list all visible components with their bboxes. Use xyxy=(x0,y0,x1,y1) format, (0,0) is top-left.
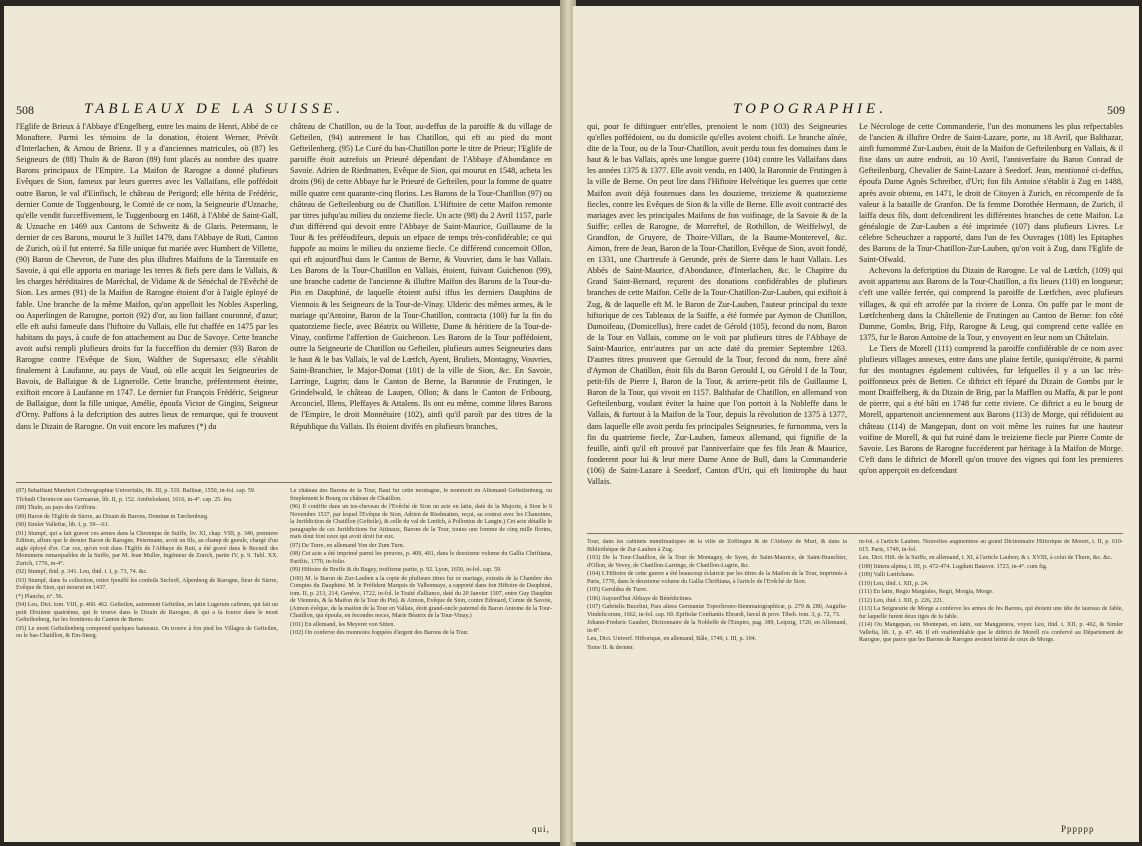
footnote: (105) Geroldus de Turre. xyxy=(587,587,648,593)
footnote: (102) On conferve des monnoies frappées d'argent des Barons de la Tour. xyxy=(290,630,469,636)
footnote: (109) Valli Lœtfchana. xyxy=(859,572,915,578)
footnote: (95) Le mont Gefteilenberg comprend quelques hameaux. On trouve à fon pied les Villages de Gefteilen, ou le bas-Chatillon, & Em-Steeg. xyxy=(16,625,278,639)
footnote: (100) M. le Baron de Zur-Lauben a la copie de plufieurs titres fur ce mariage, extraits de la Chambre des Comptes du Dauphiné. M. le Préfident Marquis de Valbonnays, a rapporté dans fon Hiftoire de Dauphiné, tom. II, p. 213, 214, Genève, 1722, in-fol. le Traité d'alliance, daté du 20 Janvier 1307, entre Guy Dauphin de Viennois, & la Maifon de la Tour du Pin). & Aimon, Evêque de Sion, contre Edouard, Comte de Savoie, (Aimon évêque, de la maifon de la Tour en Vallais, étoit grand-oncle paternel du Baron Antoine de la Tour-Chatillon, qui époufa, en fecondes noces, Marie Béatrix de la Tour-Vinay.) xyxy=(290,575,552,619)
body-text: château de Chatillon, ou de la Tour, au-deffus de la paroiffe & du village de Gefteilen, (94) autrement le bas Chatillon, qui eft au pied du mont Gefteilenberg. (95) Le Curé du bas-Chatillon porte le titre de Prieur; l'Eglife de paroiffe étoit autrefois un Prieuré dépendant de l'Abbaye d'Abondance en Savoie. Adrien de Riedmatten, Evêque de Sion, qui mourut en 1548, acheta les droits (96) de cette Abbaye fur le Prieuré de Gefteilen, pour la fomme de quatre mille quatre cent quarante-cinq florins. Les Barons de la Tour-Chatillon (97) ou château de Gefteilenburg ou de Chatillon. L'Hiftoire de cette Maifon remonte par titres jufqu'au milieu du onzieme fiecle. Un acte (98) du 2 Avril 1157, parle d'un différend qui devoit entre l'Abbaye de Saint-Maurice, Guillaume de la Tour & fes préféodifeurs, depuis un efpace de temps très-confidérable; ce qui fuppofe au moins le milieu du onzieme fiecle. Ce différend concernoit Ollon, qui eft aujourd'hui dans le Canton de Berne, & Vouvrier, dans le bas Vallais. Les Barons de la Tour-Chatillon en Vallais, étoient, fuivant Guichenon (99), une branche cadette de l'ancienne & illuftre Maifon des Barons de la Tour-du-Pin en Dauphiné, de laquelle étoient aufsi iffus les derniers Dauphins de Viennois & les Seigneurs de la Tour-de-Vinay. Ulderic des mêmes armes, & le mariage qu'Antoine, Baron de la Tour-Chatillon, contracta (100) fur la fin du quatorzieme fiecle, avec Béatrix ou Willette, Dame & héritiere de la Tour-de-Vinay, confirme l'affertion de Guichenon. Les Barons de la Tour poffédoient, outre la Seigneurie de Chatillon ou Gefteilen, plufieurs autres Seigneuries dans le haut & le bas Vallais, le val de Lœtfch, Ayent, Bruliets, Montagny, Vouvries, Saint-Branchier, le Major-Domat (101) de la ville de Sion, &c. En Savoie, Larringe, Lugrin; dans le Canton de Berne, la Baronnie de Frutingen, le Grindelwald, le château de Laupen, Ollon; & dans le Canton de Fribourg, Arconciel, Illens, Pleffayes & Attalens. Ils ont eu même, comme libres Barons de l'Empire, le droit Monnétaire (102), ainfi qu'il paroît par des titres de la République du Vallais. Ils étoient divifés en plufieurs branches, xyxy=(290,122,552,431)
footnote: (*) Planche, n°. 56. xyxy=(16,593,64,600)
footnote: (98) Cet acte a été imprimé parmi les preuves, p. 409, 401, dans le deuxieme volume du Gallia Chriftiana, Parifiis, 1770, in-folio. xyxy=(290,551,552,565)
footnote: (87) Sebaftiani Munfteri Cofmographiæ Univerfalis, lib. III, p. 510. Bafileæ, 1550, in-fol. cap. 59. xyxy=(16,488,256,494)
footnote: (114) Ou Mangepan, ou Montepan, en latin, sur Mangpetera, voyez Leu, ibid. t. XII, p. 462, & Simler Vallefia, lib. I, p. 47. 48. Il eft vraifemblable que le diftrict de Morell n'a confervé au Dépariement de Rarogne, que parce que les Barons de Rarogne avoient hérité de ceux de Morge. xyxy=(859,622,1123,643)
footnote: (111) En latin, Regio Margiales, Regii, Morgia, Morge. xyxy=(859,589,994,595)
footnote: Le château des Barons de la Tour, Baut fur cette montagne, fe nommoit en Allemand Gefteilenburg, ou fimplement le Bourg ou château de Chatillon. xyxy=(290,488,552,502)
footnote: (108) Itinera alpina, t. III, p. 472-474. Lugduni Batavor. 1723, in-4°. cum fig. xyxy=(859,563,1048,570)
footnote: in-fol. à l'article Lauben. Nouvelles augmentées au grand Dictionnaire Hiftorique de Moreri, t. II, p. 610-615. Paris, 1749, in-fol. xyxy=(859,539,1123,553)
running-head: TOPOGRAPHIE. xyxy=(733,101,887,117)
footnote: (91) Stumpf, qui a fait graver ces armes dans la Chronique de Suiffe, liv. XI, chap. VIII, p. 340, premiere Edition, affure que le dernier Baron de Rarogne, Petermann, avoit un fils, au champ de gueule, chargé d'un aigle éployé d'or. Car ces, qu'on voit dans l'Eglife de l'Abbaye de Ruti, a été gravé dans le Recueil des Monumens remarquables de la Suiffe, par M. Jean Muller, Ingénieur de Zurich, partie IV, p. 9. Tabl. XX. Zurich, 1776, in-4°. xyxy=(16,530,278,567)
body-text: Le Tiers de Morell (111) comprend la paroiffe confidérable de ce nom avec plufieurs villages annexes, entre dans une plaine fertile, quoiqu'étroite, & parmi fur des montagnes également cultivées, fur lefquelles il y a un lac très-poiffonneux près de Betten. Ce diftrict eft féparé du Dizain de Gombs par le mont Draiffelberg, & du Dizain de Brig, par la Mafflen ou Maffa, & par le pont de pierre, qui a été bâti en 1748 fur cette riviere. Ce diftrict a eu le bourg de Morell, appartenoit anciennement aux Barons (113) de Morge, qui réfidoient au château (114) de Mangepan, dont on voit même les ruines fur une hauteur voifine de Morell, & qui fut ruiné dans le treizieme fiecle par Pierre Comte de Savoie. Les Barons de Rarogne fuccéderent par héritage à la Maifon de Morge. C'eft dans le diftrict de Morell qu'on trouve des vignes qui font les premieres qu'on apperçoit en defcendant xyxy=(859,343,1123,475)
left-page xyxy=(4,6,565,842)
footnote-rule xyxy=(16,482,552,483)
footnote: (110) Leu, ibid. t. XII, p. 24. xyxy=(859,580,929,587)
footnote: (107) Gabrielis Bucelini, Pars altera Germaniæ Topochrono-Stemmatographicæ, p. 279 & 280, Augufta-Vindelicorum, 1662, in-fol. cap. 69. Epiftolæ Conftantis Ebrardi, fæcul & prov. Tibeh. tom. 3, p. 72, 73. xyxy=(587,604,847,618)
running-head: TABLEAUX DE LA SUISSE. xyxy=(84,101,344,117)
footnote: (96) Il confifte dans un tes-cheveau de l'Evêché de Sion un acte en latin, daté de la Majorie, à Sion le 6 Novembre 1537, par lequel l'Evêque de Sion, Adrien de Riedmatten, reçut, au contrat avec les Chanoines, la Jurifdiction de Chatillon (Gefteile), & celle du val de Lœtfch, à Pollonius de Langin.) Cet acte détaille le paragraphe de ces Jurifdictions fur Attinaux, Barons de la Tour, toutes une fomme de cinq mille florins, mais dont font ceux qui avoit droit fur eux. xyxy=(290,504,552,540)
footnote: Johann-Frederic Gaudert, Dictionnaire de la Nobleffe de l'Empire, pag. 389, Leipzig, 1720, en Allemand, in-8°. xyxy=(587,620,847,634)
footnote: (88) Thuln, au pays des Griffons. xyxy=(16,505,97,511)
footnote: (99) Hiftoire de Breffe & du Bugey, troifieme partie, p. 92. Lyon, 1650, in-fol. cap. 59. xyxy=(290,567,502,573)
text-column-1 xyxy=(16,121,278,476)
footnotes-column-2 xyxy=(859,539,1123,824)
catchword: qui, xyxy=(532,824,550,834)
body-text: l'Eglife de Brieux à l'Abbaye d'Engelberg, entre les mains de Henri, Abbé de ce Monaftere. Parmi les témoins de la donation, étoient Werner, Prévôt d'Interlachen, & Arnou de Brienz. Il y a d'anciennes matricules, où (87) les Seigneurs de (88) Thuln & de Baron (89) font placés au nombre des quatre Barons principaux de l'Empire. La Maifon de Rarogne a donné plufieurs Evêques de Sion, fameux par leurs guerres avec les Vallaifans, elle poffédoit outre Baron, le val d'Einfisch, le château de Perigord; elle hérita de Frédéric, dernier Comte de Toggenbourg, le Comté de ce nom, la Seigneurie d'Uznache, qu'elle vendit fucceffivement, le Tuggenbourg en 1468, à l'Abbé de Saint-Gall, & Uznache en 1469 aux Cantons de Schweitz & de Glaris. Petermann, le dernier de ces Barons, mourut le 3 Juillet 1479, dans l'Abbaye de Ruti, Canton de Zurich, où il fut enterré. Sa fille unique fut mariée avec Humbert de Villette, (90) Baron de Chevron, de l'une des plus illuftres Maifons de la Tarentaife en Savoie, à qui elle apporta en mariage les terres & fiefs pere dans le Vallais, & les charges héréditaires de Maréchal, de Vidame & de Sénéchal de l'Evêché de Sion. Les armes (91) de la Maifon de Rarogne étoient d'or à l'aigle éployé de fable. Une branche de la même Maifon, qu'on appelloit les Nobles Asperling, ou Asperlingen de Rarogne, portoit (92) d'or, au lion faillant couronné, d'azur; elle eft aufsi fameufe dans l'hiftoire du Vallais, elle fut chaffée en 1475 par les habitans du pays, à caufe de fon attachement au Duc de Savoye. Cette branche avoit aufsi rempli plufieurs droits fur la fucceffion du dernier (93) Baron de Rarogne contre l'Evêque de Sion, Walther de Supersaxo; elle s'établit finalement à Laufanne, au pays de Vaud, où elle acquit les Seigneuries de Bavois, de Ballaigue & de Lignerolle. Cette branche, préfentement éteinte, exiftoit encore à Laufanne en 1747. Le dernier fut François Frédéric, Seigneur de Ballaigue, dont la fille unique, Amélie, époufa Victor de Gingins, Seigneur d'Orny. Paffons à la defcription des autres lieux de remarque, qui fe trouvent dans le Dizain de Rarogne. On voit encore les mafures (*) du xyxy=(16,122,278,431)
footnote-rule xyxy=(587,533,1123,534)
footnote: (106) Aujourd'hui Abbaye de Bénédictines. xyxy=(587,595,693,602)
right-page xyxy=(572,6,1139,842)
body-text: qui, pour fe diftinguer entr'elles, prenoient le nom (103) des Seigneuries qu'elles poffédoient, ou du domicile qu'elles avoient choifi. Le branche aînée, dite de la Tour, ou de la Tour-Chatillon, avoit perdu tous fes domaines dans le haut & le bas Vallais, après une longue guerre (104) contre les Vallaifans dans les années 1375 & 1377. Elle avoit vendu, en 1400, la Baronnie de Frutingen à la ville de Berne. On peut lire dans l'Hiftoire Helvétique les guerres que cette Maifon avoit déjà foutenues dans les douzieme, treizieme & quatorzieme fiecles, contre les Evêques de Sion & la ville de Berne. Elle avoit contracté des mariages avec les principales Maifons de fon voifinage, de la Savoie & de la Suiffe; celles de Rarogne, de Morreftel, de Rothillon, de Weiffelwyl, de Grandfon, de Gruyere, de Thoire-Villars, de la Baume-Monterevel, &c. Aimon, frere de Jean, Baron de la Tour-Chatillon, Evêque de Sion, avoit fondé, en 1331, une Chartreufe à Gerunde, près de Sierre dans le haut Vallais. Les Abbés de Saint-Maurice, d'Abondance, d'Interlachen, &c. le Chapitre du Grand Saint-Bernard, reçurent des donations confidérables de plufieurs branches de cette Maifon. Celle de la Tour-Chatillon-Zur-Lauben, qui exiftoit à Zug, & de laquelle eft M. le Baron de Zur-Lauben, l'auteur principal du texte hiftorique de ces Tableaux de la Suiffe, a été formée par Aymon de Chatillon, Damoifeau, (Domicellus), frere cadet de Gérold (105), fecond du nom, Baron de la Tour en Vallais, comme on le voit par plufieurs titres de l'Abbaye de Saint-Maurice, entr'autres par un acte daté du premier Septembre 1263. D'autres titres prouvent que Gerould de la Tour, fecond du nom, frere aîné d'Aymon de Chatillon, étoit fils du Baron Gerould I, ou Gérold I de la Tour, petit-fils de Pierre I, Baron de la Tour, & arriere-petit fils de Guillaume I, Baron de la Tour, qui vivoit en 1157. Balthafar de Chatillon, en allemand von Gefteilenburg, voulant éviter la haine que l'on portoit à la Nobleffe dans le Vallais, & furtout à la Maifon de la Tour, depuis la révolution de 1375 à 1377, dans laquelle elle avoit perdu fes principales Seigneuries, fe furnomma, vers la fin du quatrieme fiecle, Zur-Lauben, fameux allemand, qui fignifie de la feuille, ainfi qu'il eft prouvé par l'anniverfaire que fes fils Jean & Maurice, fonderent pour lui & leur mere Dame Anne de Bull, dans la Commanderie (106) de Saint-Lazare à Seedorf, Canton d'Uri, qui eft limitrophe du haut Vallais. xyxy=(587,122,847,486)
body-text: Le Nécrologe de cette Commanderie, l'un des monumens les plus refpectables de l'ancien & illuftre Ordre de Saint-Lazare, porte, au 18 Avril, que Balthazar, ainfi furnommé Zur-Lauben, étoit de la Maifon de Gefteilenburg en Vallais, & il fixe dans un autre endroit, au 10 Avril, l'anniverfaire du Baron Conrad de Gefteilenburg, Chevalier de Saint-Lazare à Seedorf. Jean, mentionné ci-deffus, époufa Dame Agnès Schreiber, d'Uri; fon fils Antoine s'établit à Zug en 1488, après avoir obtenu, en 1471, le droit de Citoyen à Zurich, en récompenfe de fa valeur à la bataille de Granfon. De fa femme Dorothée Hermann, de Zurich, il laiffa deux fils, dont defcendirent les différentes branches de cette Maifon. La généalogie de Zur-Lauben a été imprimée (107) dans plufieurs Livres. Le célebre Scheuchzer a rapporté, dans l'un de fes Ouvrages (108) les Epitaphes des Barons de la Tour-Chatillon-Zur-Lauben, qu'on voit à Zug, dans l'Eglife de Saint-Ofwald. xyxy=(859,122,1123,265)
signature-mark: Pppppp xyxy=(1061,824,1095,834)
page-number: 509 xyxy=(1107,103,1125,117)
footnote: (94) Leu, Dict. tom. VIII, p. 460. 462. Gefteilen, autrement Gefteilen, en latin Lugerum caftrum, qui fait un petit Dixième quatrième, qui fe trouve dans le Dizain de Rarogne, & qui a fa fource dans le mont Gefteilenberg, fur les frontieres du Canton de Berne. xyxy=(16,602,278,623)
footnote: (90) Simler Vallefiæ, lib. I, p. 59—61. xyxy=(16,522,110,528)
text-column-2 xyxy=(859,121,1123,526)
body-text: Achevons la defcription du Dizain de Rarogne. Le val de Lœtfch, (109) qui avoit appartenu aux Barons de la Tour-Chatillon, a fix lieues (110) en longueur; c'eft une vallée ferrée, qui comprend la paroiffe de Lœtfchen, avec plufieurs villages, & qui eft arrofée par la riviere de Lonza. On paffe par le mont de Lœtfchenberg dans la Châtellenie de Frutingen au Canton de Berne: fon côté Damme, Gombs, Brig, Fifp, Rarogne & Leug, qui comprend cette vallée en 1375, fur le Baron Antoine de la Tour, y envoyent en leur nom un Châtelain. xyxy=(859,266,1123,342)
footnotes-column-1 xyxy=(587,539,847,829)
footnote: (103) De la Tour-Chatillon, de la Tour de Montagny, de Syon, de Saint-Maurice, de Saint-Branchier, d'Ollon, de Vevey, de Chatillon-Larringe, de Chatillon-Lugrin, &c. xyxy=(587,555,847,569)
footnote: (93) Stumpf, dans fa collection, retire fpouffé les confeils Sechoff, Alpenberg de Rarogne, fieur de Sierre, Evêque de Sion, qui mourut en 1437. xyxy=(16,577,278,591)
footnote: (113) La Seigneurie de Morge a conferve les armes de fes Barons, qui étoient une tête de taureau de fable, fur laquelle furent deux tiges de fa fable. xyxy=(859,606,1123,620)
footnote: (104) L'Hiftoire de cette guerre a été beaucoup éclaircie par les titres de la Maifon de la Tour, imprimés à Paris, 1770, dans le deuxieme volume du Gallia Chriftiana, à l'article de l'Evêché de Sion. xyxy=(587,571,847,585)
footnote: (97) De Turre, en allemand Von der Zum Turn. xyxy=(290,542,405,549)
footnote: (92) Stumpf, ibid. p. 341. Leu, ibid. t. I, p. 73, 74. &c. xyxy=(16,569,148,575)
footnote: (112) Leu, ibid. t. XII, p. 226, 221. xyxy=(859,597,944,604)
footnote: Leu. Dict. Hift. de la Suiffe, en allemand, t. XI, à l'article Lauben; & t. XVIII, à celui de Thurn, &c. &c. xyxy=(859,555,1113,561)
footnote: (89) Baron de l'Eglife de Sierre, au Dizain de Barons, Dominæ in Tæchenburg. xyxy=(16,513,209,520)
footnote: (101) En allemand, les Meyeret von Sitten. xyxy=(290,621,395,628)
footnote: Leu, Dict. Univerf. Hiftorique, en allemand, Bâle, 1749, t. III, p. 104. xyxy=(587,636,757,642)
footnote: Tour, dans les cabinets numifmatiques de la ville de Zoffingen & de l'Abbaye de Muri, & dans la Bibliothèque de Zur-Lauben à Zug. xyxy=(587,539,847,553)
footnotes-column-2 xyxy=(290,488,552,823)
text-column-2 xyxy=(290,121,552,476)
page-number: 508 xyxy=(16,103,34,117)
footnote: Tfchudi Chronicon seu Germaniæ, lib. II, p. 152. Amftelodami, 1616, in-4°. cap. 25. feu. xyxy=(16,496,233,503)
footnotes-column-1 xyxy=(16,488,278,828)
footnote: Tome II. & dernier. xyxy=(587,644,635,651)
text-column-1 xyxy=(587,121,847,526)
